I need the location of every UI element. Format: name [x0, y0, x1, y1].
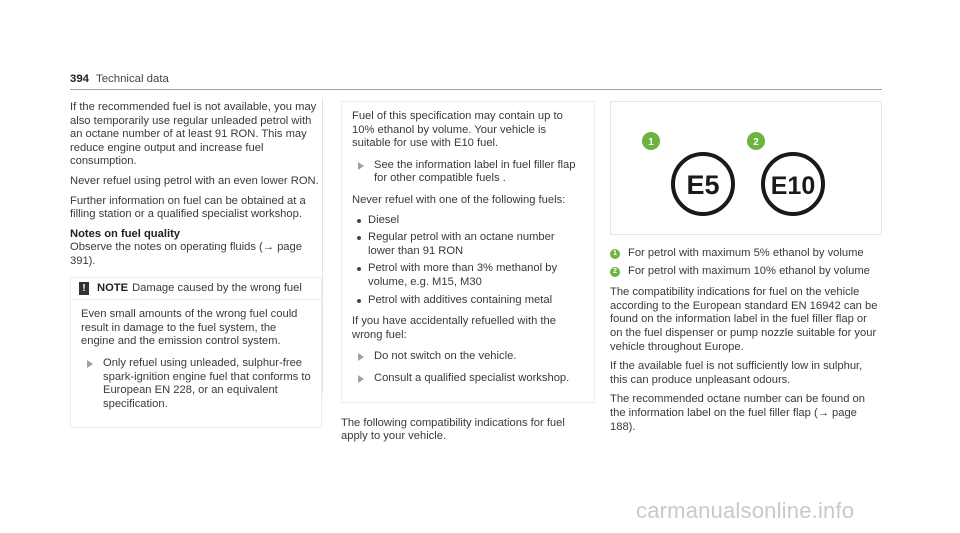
paragraph-page-reference: The recommended octane number can be found on the information label on the fuel filler flap (→ page 188). — [610, 393, 865, 433]
paragraph: If the recommended fuel is not available, you may also temporarily use regular unleaded petrol with an octane number of at least 91 RON. This may reduce engine output and increase fuel consumption. — [70, 101, 317, 168]
arrow-right-icon — [358, 375, 364, 383]
paragraph-page-reference: Observe the notes on operating fluids (→ page 391). — [70, 241, 302, 267]
fuel-label-illustration — [611, 102, 881, 234]
action-text: Only refuel using unleaded, sulphur-free spark-ignition engine fuel that conforms to European EN 228, or an equivalent specification. — [103, 356, 311, 410]
column-2 — [341, 101, 594, 450]
action-step — [81, 357, 311, 411]
exclamation-icon: ! — [79, 282, 89, 295]
paragraph: The compatibility indications for fuel on the vehicle according to the European standard EN 16942 can be found on the information label in the fuel filler flap or on the fuel dispenser or pump nozzle suitable for your vehicle throughout Europe. — [610, 286, 878, 353]
callout-number: 2 — [753, 137, 759, 148]
page-number: 394 — [70, 73, 90, 85]
legend-item — [610, 265, 882, 279]
legend-badge: 2 — [610, 267, 620, 277]
paragraph: The following compatibility indications for fuel apply to your vehicle. — [341, 416, 565, 443]
arrow-right-icon — [358, 353, 364, 361]
legend-text: For petrol with maximum 10% ethanol by volume — [628, 264, 870, 277]
page-header — [70, 73, 882, 87]
action-text: See the information label in fuel filler flap for other compatible fuels . — [374, 158, 576, 185]
arrow-right-icon — [358, 162, 364, 170]
watermark: carmanualsonline.info — [636, 498, 855, 523]
action-text: Do not switch on the vehicle. — [374, 350, 517, 363]
list-item: Petrol with additives containing metal — [352, 294, 584, 308]
header-rule — [70, 89, 882, 90]
legend-text: For petrol with maximum 5% ethanol by volume — [628, 247, 864, 259]
note-body — [71, 300, 321, 427]
column-3 — [610, 101, 882, 440]
info-box — [341, 101, 595, 403]
paragraph: Further information on fuel can be obtained at a filling station or a qualified specialist workshop. — [70, 194, 306, 221]
column-divider — [322, 98, 323, 393]
section-title: Technical data — [96, 73, 169, 85]
callout-2 — [747, 132, 765, 150]
legend-badge: 1 — [610, 249, 620, 259]
fuel-label-figure — [610, 101, 882, 235]
list-item: Regular petrol with an octane number lower than 91 RON — [352, 231, 584, 258]
list-item: Petrol with more than 3% methanol by volume, e.g. M15, M30 — [352, 262, 584, 289]
column-1 — [70, 101, 320, 428]
note-title: Damage caused by the wrong fuel — [132, 281, 302, 294]
action-text: Consult a qualified specialist workshop. — [374, 371, 570, 384]
forbidden-fuels-list — [352, 214, 584, 308]
paragraph: Never refuel with one of the following fuels: — [352, 193, 566, 206]
paragraph: If you have accidentally refuelled with the wrong fuel: — [352, 315, 556, 341]
paragraph: Never refuel using petrol with an even lower RON. — [70, 174, 319, 187]
legend-item — [610, 247, 882, 261]
action-step — [352, 350, 584, 364]
arrow-right-icon — [87, 360, 93, 368]
callout-1 — [642, 132, 660, 150]
note-label: NOTE — [97, 281, 129, 294]
callout-number: 1 — [648, 137, 654, 148]
e10-text: E10 — [770, 172, 816, 200]
note-text: Even small amounts of the wrong fuel could result in damage to the fuel system, the engine and the emission control system. — [81, 308, 298, 348]
e5-text: E5 — [686, 170, 720, 200]
e5-label — [673, 154, 733, 214]
action-step — [352, 372, 584, 386]
action-step — [352, 159, 584, 186]
paragraph: If the available fuel is not sufficiently low in sulphur, this can produce unpleasant odours. — [610, 360, 863, 386]
e10-label — [763, 154, 823, 214]
note-header — [71, 278, 321, 301]
paragraph: Fuel of this specification may contain up to 10% ethanol by volume. Your vehicle is suitable for use with E10 fuel. — [352, 110, 563, 150]
note-box — [70, 277, 322, 429]
list-item: Diesel — [352, 214, 584, 228]
subheading-fuel-quality: Notes on fuel quality — [70, 227, 181, 240]
